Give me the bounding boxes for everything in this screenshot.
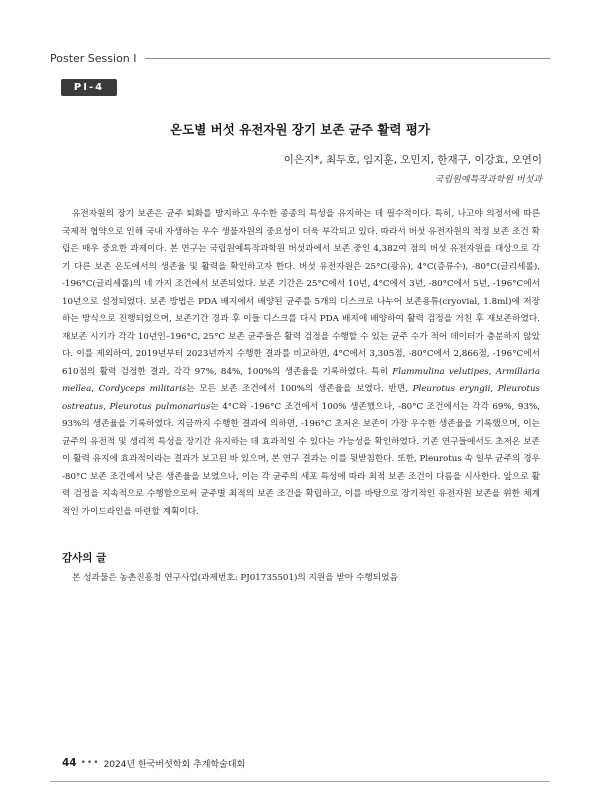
body-text: , <box>490 384 498 394</box>
running-header <box>50 50 550 66</box>
author-list: 이은지*, 최두호, 임지훈, 오민지, 한재구, 이강효, 오연이 <box>283 154 542 166</box>
species-name: Pleurotus eryngii <box>412 384 491 394</box>
footer-dots: ••• <box>80 758 100 768</box>
acknowledgement-text: 본 성과물은 농촌진흥청 연구사업(과제번호: PJ01735501)의 지원을 받아 수행되었음 <box>72 573 398 583</box>
species-name: Flammulina velutipes <box>392 366 489 377</box>
page-footer <box>62 756 245 770</box>
body-text: 유전자원의 장기 보존은 균주 퇴화를 방지하고 우수한 종종의 특성을 유지하는 데 필수적이다. 특히, 나고야 의정서에 따른 국제적 협약으로 인해 국내 자생하는 우수 생물자원의 중요성이 더욱 부각되고 있다. 따라서 버섯 유전자원의 적정 보존 조건 확립은 매우 중요한 과제이다. 본 연구는 국립원예특작과학원 버섯과에서 보존 중인 4,382여 점의 버섯 유전자원을 대상으로 각기 다른 보존 온도에서의 생존율 및 활력을 확인하고자 한다. 버섯 유전자원은 25°C(광유), 4°C(증류수), -80°C(글리세롤), -196°C(글리세롤)의 네 가지 조건에서 보존되었다. 보존 기간은 25°C에서 10년, 4°C에서 3년, -80°C에서 5년, -196°C에서 10년으로 설정되었다. 보존 방법은 PDA 배지에서 배양된 균주를 5개의 디스크로 나누어 보존용튜(cryovial, 1.8ml)에 저장하는 방식으로 진행되었으며, 보존기간 경과 후 이들 디스크를 다시 PDA 배지에 배양하여 활력 검정을 거친 후 재보존하였다. 재보존 시기가 각각 10년인–196°C, 25°C 보존 균주들은 활력 검정을 수행할 수 있는 균주 수가 적어 데이터가 충분하지 않았다. 이를 제외하여, 2019년부터 2023년까지 수행한 결과를 비교하면, 4°C에서 3,305점, -80°C에서 2,866점, -196°C에서 610점의 활력 검정한 결과, 각각 97%, 84%, 100%의 생존율을 기록하였다. 특히 <box>62 209 540 377</box>
header-rule <box>145 58 550 59</box>
body-text: , <box>488 366 496 377</box>
body-text: 는 모든 보존 조건에서 100%의 생존율을 보였다. 반면, <box>186 384 413 394</box>
page-number: 44 <box>62 757 77 769</box>
species-name: Pleurotus ostreatus <box>62 384 540 412</box>
session-label: Poster Session Ⅰ <box>50 51 137 65</box>
body-text: 는 4°C와 -196°C 조건에서 100% 생존했으나, -80°C 조건에서는 각각 69%, 93%, 93%의 생존율을 기록하였다. 지금까지 수행한 결과에 의하면, -196°C 초저온 보존이 가장 우수한 생존율을 기록했으며, 이는 균주의 유전적 및 생리적 특성을 장기간 유지하는 데 효과적일 수 있다는 가능성을 확인하였다. 기존 연구들에서도 초저온 보존이 활력 유지에 효과적이라는 결과가 보고된 바 있으며, 본 연구 결과는 이를 뒷받침한다. 또한, Pleurotus 속 일부 균주의 경우 -80°C 보존 조건에서 낮은 생존율을 보였으나, 이는 각 균주의 세포 특성에 따라 최적 보존 조건이 다름을 시사한다. 앞으로 활력 검정을 지속적으로 수행함으로써 균주별 최적의 보존 조건을 확립하고, 이를 바탕으로 장기적인 유전자원 보존을 위한 체계적인 가이드라인을 마련할 계획이다. <box>62 401 540 517</box>
footer-title: 2024년 한국버섯학회 추계학술대회 <box>103 759 246 770</box>
body-text: , <box>103 401 110 412</box>
affiliation: 국립원예특작과학원 버섯과 <box>434 175 542 185</box>
poster-id-badge: PI-4 <box>61 79 117 96</box>
abstract-body <box>62 206 540 521</box>
footer-rule <box>50 781 550 782</box>
acknowledgement-heading: 감사의 글 <box>62 552 107 564</box>
abstract-paragraph <box>62 206 540 521</box>
species-name: Pleurotus pulmonarius <box>109 401 211 412</box>
paper-title: 온도별 버섯 유전자원 장기 보존 균주 활력 평가 <box>170 122 430 137</box>
species-name: Cordyceps militaris <box>98 384 187 394</box>
species-name: Armillaria mellea <box>62 366 540 394</box>
body-text: , <box>91 384 99 394</box>
